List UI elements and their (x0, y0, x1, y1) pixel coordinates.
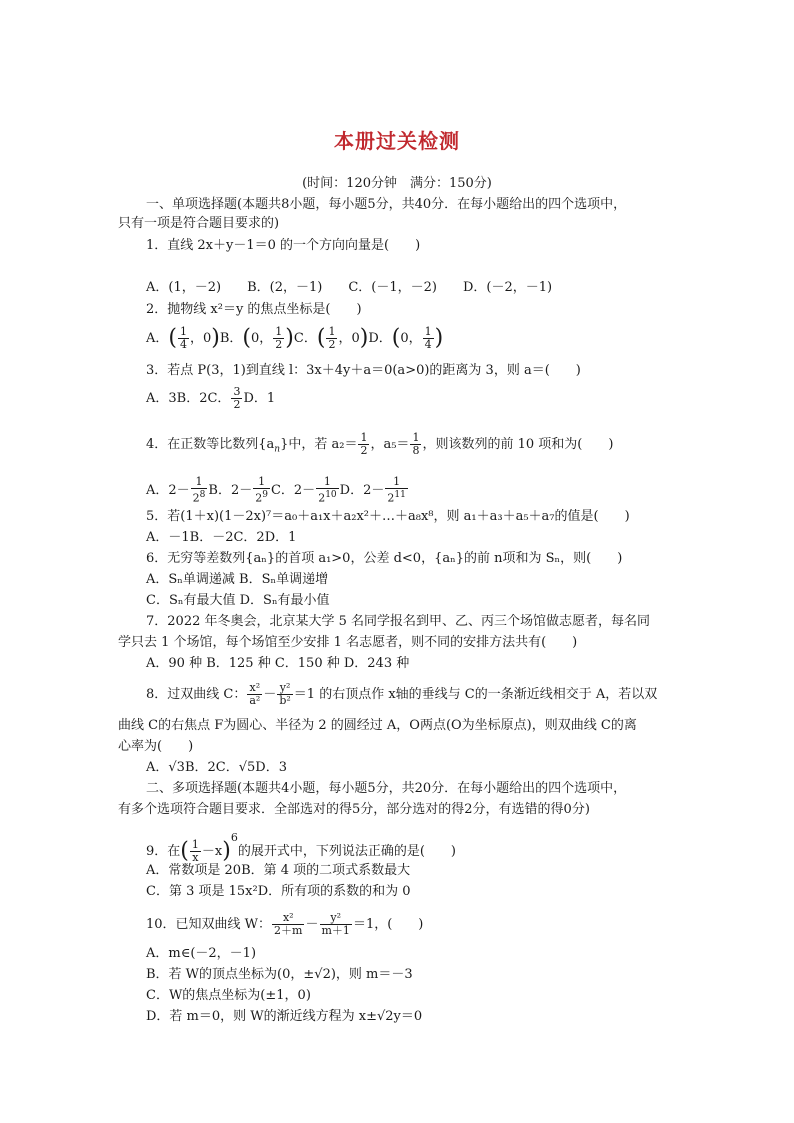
q4-stem-c: ，a₅＝ (370, 437, 410, 452)
q7-stem-b: 学只去 1 个场馆，每个场馆至少安排 1 名志愿者，则不同的安排方法共有( ) (118, 635, 578, 650)
section1-heading-a: 一、单项选择题(本题共8小题，每小题5分，共40分．在每小题给出的四个选项中， (146, 197, 627, 212)
q3-stem: 3．若点 P(3，1)到直线 l：3x＋4y＋a＝0(a>0)的距离为 3，则 a＝( ) (146, 363, 581, 378)
q10-option-a: A．m∈(－2，－1) (146, 946, 257, 961)
q1-stem: 1．直线 2x＋y－1＝0 的一个方向向量是( ) (146, 238, 421, 253)
q3-options-ac: A．3B．2C． (146, 391, 231, 406)
page-title: 本册过关检测 (334, 129, 460, 153)
q10-stem: 10．已知双曲线 W： $\frac{\text{x²}}{2+m}$ － $\frac{\text{y²}}{m+1}$ ＝1，( ) (146, 911, 424, 937)
q9-options-b: C．第 3 项是 15x²D．所有项的系数的和为 0 (146, 884, 411, 899)
q4-options: A．2－ $\frac{1}{2^8}$ B．2－ $\frac{1}{2^9}$ C．2－ $\frac{1}{2^{10}}$ D．2－ $\frac{1}{2^{11}}$ (146, 475, 406, 505)
q6-options-a: A．Sₙ单调递减 B．Sₙ单调递增 (146, 572, 329, 587)
exam-meta: (时间：120分钟 满分：150分) (302, 176, 492, 191)
q4-stem-d: ，则该数列的前 10 项和为( ) (422, 437, 614, 452)
q1-options: A．(1，－2) B．(2，－1) C．(－1，－2) D．(－2，－1) (146, 280, 553, 295)
q8-stem-a: 8．过双曲线 C： $\frac{\text{x²}}{\text{a²}}$ － $\frac{\text{y²}}{\text{b²}}$ ＝1 的右顶点作 x轴的垂线与 C的一条渐近线相交于 A，若以双 (146, 681, 658, 707)
q10-option-d: D．若 m＝0，则 W的渐近线方程为 x±√2y＝0 (146, 1009, 423, 1024)
q8-stem-c: 心率为( ) (118, 739, 194, 754)
q9-stem-a: 9．在 (146, 844, 181, 859)
q4-stem-b: }中，若 a₂＝ (280, 437, 358, 452)
q10-option-b: B．若 W的顶点坐标为(0，±√2)，则 m＝－3 (146, 967, 413, 982)
q2-stem: 2．抛物线 x²＝y 的焦点坐标是( ) (146, 302, 362, 317)
q10-option-c: C．W的焦点坐标为(±1，0) (146, 988, 311, 1003)
section2-heading-a: 二、多项选择题(本题共4小题，每小题5分，共20分．在每小题给出的四个选项中， (146, 781, 627, 796)
q9-stem-b: 的展开式中，下列说法正确的是( ) (237, 844, 456, 859)
q5-options: A．－1B．－2C．2D．1 (146, 530, 297, 545)
q6-options-b: C．Sₙ有最大值 D．Sₙ有最小值 (146, 593, 330, 608)
q6-stem: 6．无穷等差数列{aₙ}的首项 a₁>0，公差 d<0，{aₙ}的前 n项和为 Sₙ，则( ) (146, 551, 623, 566)
q4-stem: 4．在正数等比数列$\{a_n\}$中，若 a₂＝ $\frac{1}{2}$ ，a₅＝ $\frac{1}{8}$ ，则该数列的前 10 项和为( ) (146, 431, 614, 457)
q8-stem-a1: 8．过双曲线 C： (146, 687, 247, 702)
q3-options: A．3B．2C． $\frac{3}{2}$ D．1 (146, 385, 276, 411)
q10-stem-b: ＝1，( ) (352, 917, 424, 932)
q3-option-d: D．1 (243, 391, 276, 406)
q7-stem-a: 7．2022 年冬奥会，北京某大学 5 名同学报名到甲、乙、丙三个场馆做志愿者，每名同 (146, 614, 651, 629)
q7-options: A．90 种 B．125 种 C．150 种 D．243 种 (146, 656, 410, 671)
q5-stem: 5．若(1＋x)(1－2x)⁷＝a₀＋a₁x＋a₂x²＋…＋a₈x⁸，则 a₁＋a₃＋a₅＋a₇的值是( ) (146, 509, 630, 524)
section1-heading-b: 只有一项是符合题目要求的) (118, 216, 280, 231)
q8-options: A．√3B．2C．√5D．3 (146, 760, 287, 775)
q9-options-a: A．常数项是 20B．第 4 项的二项式系数最大 (146, 863, 411, 878)
q10-stem-a: 10．已知双曲线 W： (146, 917, 272, 932)
q8-stem-b: 曲线 C的右焦点 F为圆心、半径为 2 的圆经过 A，O两点(O为坐标原点)，则双曲线 C的离 (118, 718, 637, 733)
section2-heading-b: 有多个选项符合题目要求．全部选对的得5分，部分选对的得2分，有选错的得0分) (118, 802, 590, 817)
q2-options: A．( $\frac{1}{4}$ ，0)B．(0， $\frac{1}{2}$ )C．( $\frac{1}{2}$ ，0)D．(0， $\frac{1}{4}$ ) (146, 325, 444, 351)
q8-stem-a2: ＝1 的右顶点作 x轴的垂线与 C的一条渐近线相交于 A，若以双 (293, 687, 658, 702)
q4-stem-a: 4．在正数等比数列{a (146, 437, 275, 452)
q9-stem: 9．在( $\frac{1}{x}$ －x)$^6$的展开式中，下列说法正确的是( ) (146, 831, 456, 864)
